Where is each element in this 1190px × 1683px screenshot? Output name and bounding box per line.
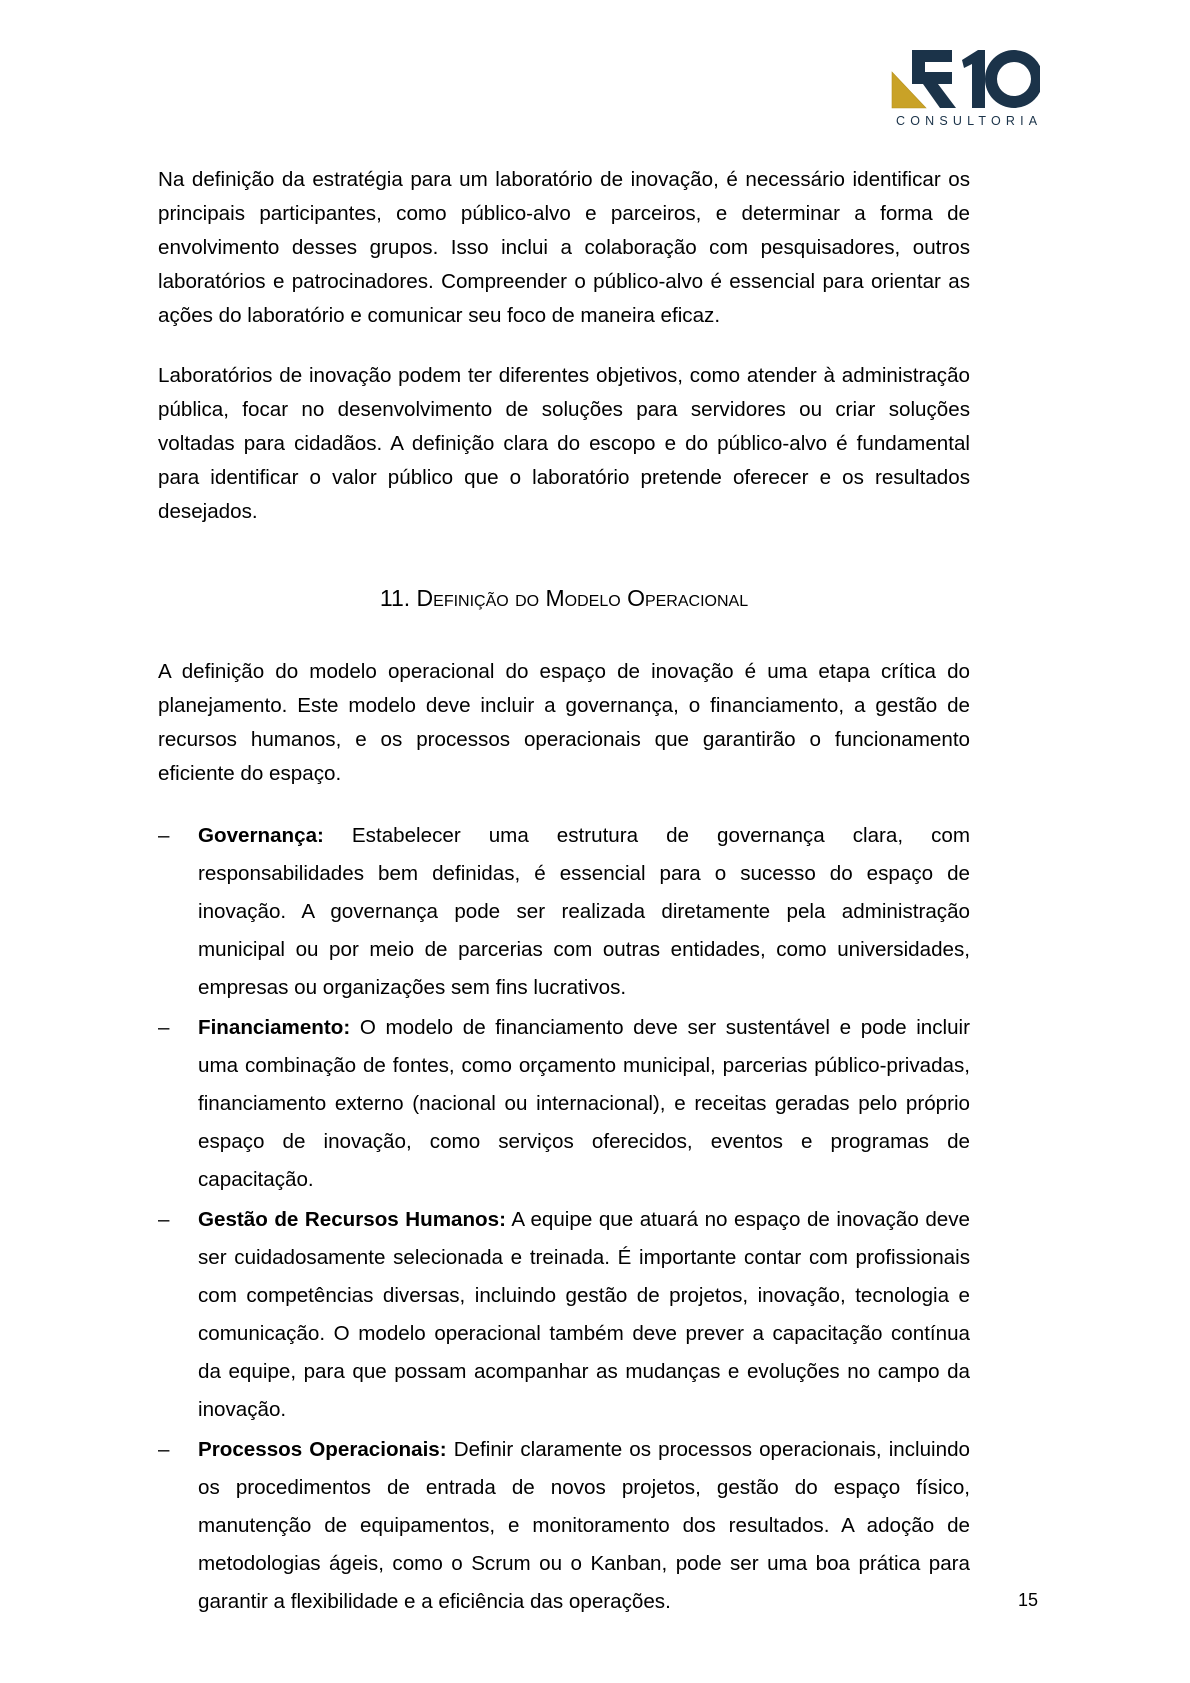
bullet-dash-icon: – [158, 824, 170, 847]
list-item-label: Gestão de Recursos Humanos: [198, 1208, 506, 1231]
section-heading: 11. Definição do Modelo Operacional [379, 585, 749, 611]
bullet-dash-icon: – [158, 1208, 170, 1231]
list-item-label: Financiamento: [198, 1016, 351, 1039]
list-item [158, 1431, 970, 1621]
bullet-dash-icon: – [158, 1438, 170, 1461]
list-item-label: Governança: [198, 824, 324, 847]
logo-wordmark: CONSULTORIA [896, 114, 1043, 128]
page-number: 15 [1017, 1590, 1038, 1610]
list-item-text: Definir claramente os processos operacionais, incluindo os procedimentos de entrada de novos projetos, gestão do espaço físico, manutenção de equipamentos, e monitoramento dos resultados. A adoção de metodologias ágeis, como o Scrum ou o Kanban, pode ser uma boa prática para garantir a flexibilidade e a eficiência das operações. [198, 1438, 970, 1613]
list-item [158, 1201, 970, 1429]
list-item-text: A equipe que atuará no espaço de inovação deve ser cuidadosamente selecionada e treinada. É importante contar com profissionais com competências diversas, incluindo gestão de projetos, inovação, tecnologia e comunicação. O modelo operacional também deve prever a capacitação contínua da equipe, para que possam acompanhar as mudanças e evoluções no campo da inovação. [198, 1208, 970, 1421]
paragraph-intro-2: Laboratórios de inovação podem ter diferentes objetivos, como atender à administração pública, focar no desenvolvimento de soluções para servidores ou criar soluções voltadas para cidadãos. A definição clara do escopo e do público-alvo é fundamental para identificar o valor público que o laboratório pretende oferecer e os resultados desejados. [158, 364, 970, 523]
list-item-text: Estabelecer uma estrutura de governança clara, com responsabilidades bem definidas, é essencial para o sucesso do espaço de inovação. A governança pode ser realizada diretamente pela administração municipal ou por meio de parcerias com outras entidades, como universidades, empresas ou organizações sem fins lucrativos. [198, 824, 970, 999]
list-item-text: O modelo de financiamento deve ser sustentável e pode incluir uma combinação de fontes, como orçamento municipal, parcerias público-privadas, financiamento externo (nacional ou internacional), e receitas geradas pelo próprio espaço de inovação, como serviços oferecidos, eventos e programas de capacitação. [198, 1016, 970, 1191]
list-item [158, 817, 970, 1007]
list-item-label: Processos Operacionais: [198, 1438, 447, 1461]
logo-mark-icon [890, 46, 1040, 112]
list-item [158, 1009, 970, 1199]
document-content [158, 163, 970, 1623]
r1o-consultoria-logo [890, 46, 1043, 142]
paragraph-intro-1: Na definição da estratégia para um laboratório de inovação, é necessário identificar os principais participantes, como público-alvo e parceiros, e determinar a forma de envolvimento desses grupos. Isso inclui a colaboração com pesquisadores, outros laboratórios e patrocinadores. Compreender o público-alvo é essencial para orientar as ações do laboratório e comunicar seu foco de maneira eficaz. [158, 168, 970, 327]
bullet-dash-icon: – [158, 1016, 170, 1039]
operational-model-list [158, 817, 970, 1621]
paragraph-model-operacional: A definição do modelo operacional do espaço de inovação é uma etapa crítica do planejamento. Este modelo deve incluir a governança, o financiamento, a gestão de recursos humanos, e os processos operacionais que garantirão o funcionamento eficiente do espaço. [158, 660, 970, 785]
page-header [0, 0, 1190, 160]
